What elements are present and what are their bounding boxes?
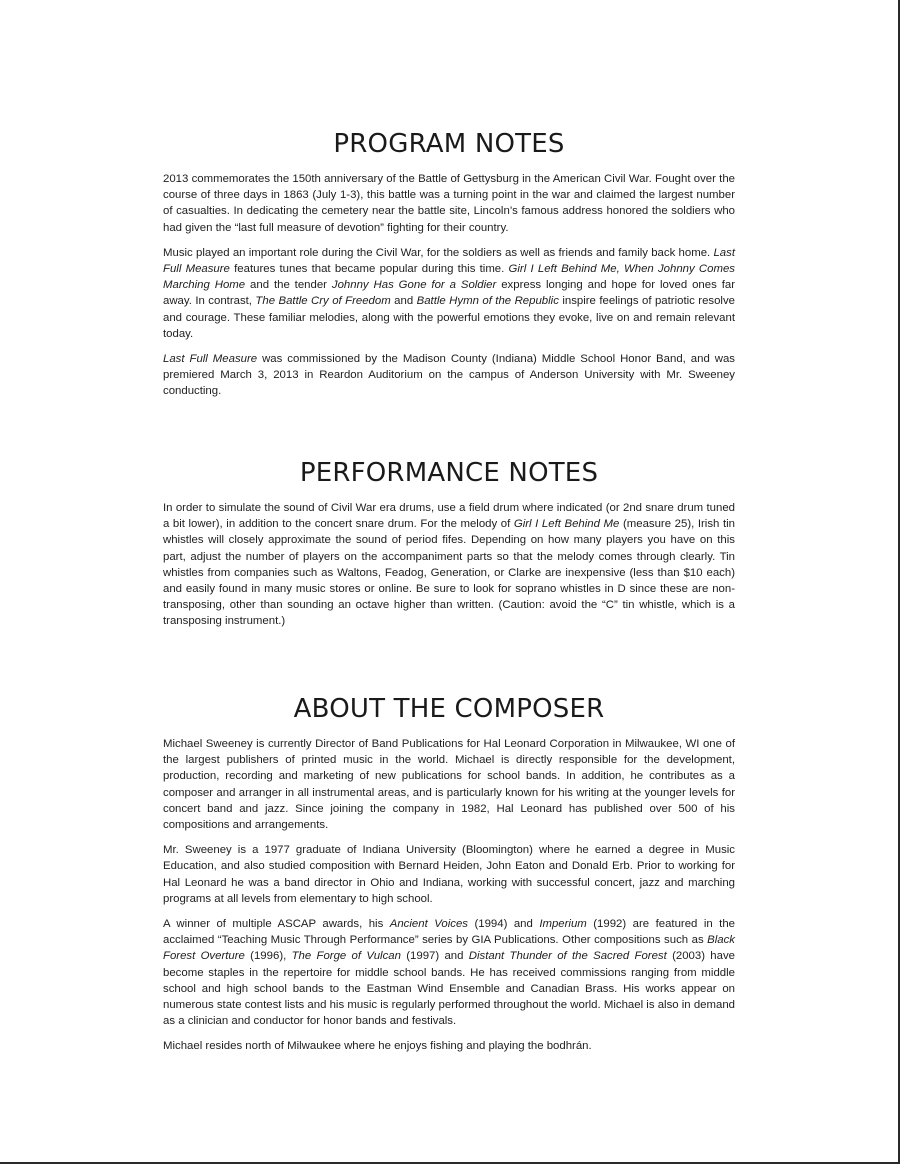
paragraph-text: A winner of multiple ASCAP awards, his: [163, 918, 390, 931]
paragraph-text: (1997) and: [400, 950, 469, 963]
program-notes-paragraph-2: [163, 245, 735, 342]
italic-title-text: Girl I Left Behind Me: [513, 518, 620, 531]
italic-title-text: Black Forest Overture: [163, 934, 735, 963]
italic-title-text: Distant Thunder of the Sacred Forest: [468, 950, 667, 963]
paragraph-text: Mr. Sweeney is a 1977 graduate of Indiana University (Bloomington) where he earned a degree in Music Education, and also studied composition with Bernard Heiden, John Eaton and Donald Erb. Prior to working for Hal Leonard he was a band director in Ohio and Indiana, working with successful concert, jazz and marching programs at all levels from elementary to high school.: [163, 844, 735, 905]
paragraph-text: (1992) are featured in the acclaimed “Teaching Music Through Performance” series by GIA Publications. Other compositions such as: [163, 918, 735, 947]
italic-title-text: Girl I Left Behind Me, When Johnny Comes Marching Home: [163, 263, 735, 292]
italic-title-text: The Forge of Vulcan: [291, 950, 401, 963]
italic-title-text: Last Full Measure: [163, 246, 735, 276]
paragraph-text: express longing and hope for loved ones far away. In contrast,: [163, 279, 735, 308]
about-composer-section: [163, 692, 735, 1064]
paragraph-text: (2003) have become staples in the repertoire for middle school bands. He has received commissions ranging from middle school and high school bands to the Eastman Wind Ensemble and Canadian Brass. His works appear on numerous state contest lists and his music is regularly performed throughout the world. Michael is also in demand as a clinician and conductor for honor bands and festivals.: [163, 950, 735, 1028]
paragraph-text: (measure 25), Irish tin whistles will closely approximate the sound of period fifes. Depending on how many players you have on this part, adjust the number of players on the accompaniment parts so that the melody comes through clearly. Tin whistles from companies such as Waltons, Feadog, Generation, or Clarke are inexpensive (less than $10 each) and easily found in many music stores or online. Be sure to look for soprano whistles in D since these are non-transposing, other than sounding an octave higher than written. (Caution: avoid the “C” tin whistle, which is a transposing instrument.): [163, 518, 735, 628]
italic-title-text: The Battle Cry of Freedom: [255, 295, 391, 308]
about-composer-paragraph-1: [163, 736, 735, 833]
paragraph-text: features tunes that became popular during this time.: [229, 263, 509, 276]
paragraph-text: Music played an important role during the Civil War, for the soldiers as well as friends and family back home.: [163, 246, 714, 259]
italic-title-text: Imperium: [539, 918, 587, 931]
paragraph-text: (1994) and: [467, 918, 540, 931]
program-notes-paragraph-3: [163, 351, 735, 400]
paragraph-text: In order to simulate the sound of Civil War era drums, use a field drum where indicated (or 2nd snare drum tuned a bit lower), in addition to the concert snare drum. For the melody of: [163, 502, 735, 531]
paragraph-text: 2013 commemorates the 150th anniversary of the Battle of Gettysburg in the American Civil War. Fought over the course of three days in 1863 (July 1-3), this battle was a turning point in the war and claimed the largest number of casualties. In dedicating the cemetery near the battle site, Lincoln’s famous address honored the soldiers who had given the “last full measure of devotion” fighting for their country.: [163, 173, 735, 234]
program-notes-paragraph-1: [163, 171, 735, 236]
program-notes-section: [163, 127, 735, 409]
paragraph-text: and the tender: [245, 279, 332, 292]
performance-notes-section: [163, 456, 735, 639]
paragraph-text: was commissioned by the Madison County (Indiana) Middle School Honor Band, and was premiered March 3, 2013 in Reardon Auditorium on the campus of Anderson University with Mr. Sweeney conducting.: [163, 353, 735, 398]
italic-title-text: Ancient Voices: [389, 918, 468, 931]
italic-title-text: Battle Hymn of the Republic: [416, 295, 559, 308]
paragraph-text: and: [390, 295, 417, 308]
about-composer-heading: ABOUT THE COMPOSER: [293, 694, 605, 724]
performance-notes-heading: PERFORMANCE NOTES: [299, 458, 599, 488]
about-composer-paragraph-4: [163, 1038, 735, 1054]
italic-title-text: Johnny Has Gone for a Soldier: [331, 279, 497, 292]
italic-title-text: Last Full Measure: [163, 353, 258, 366]
paragraph-text: Michael resides north of Milwaukee where he enjoys fishing and playing the bodhrán.: [163, 1040, 592, 1053]
about-composer-paragraph-2: [163, 842, 735, 907]
paragraph-text: Michael Sweeney is currently Director of Band Publications for Hal Leonard Corporation in Milwaukee, WI one of the largest publishers of printed music in the world. Michael is directly responsible for the development, production, recording and marketing of new publications for school bands. In addition, he contributes as a composer and arranger in all instrumental areas, and is particularly known for his writing at the younger levels for concert band and jazz. Since joining the company in 1982, Hal Leonard has published over 500 of his compositions and arrangements.: [163, 738, 735, 832]
program-notes-heading: PROGRAM NOTES: [333, 129, 565, 159]
paragraph-text: inspire feelings of patriotic resolve and courage. These familiar melodies, along with the powerful emotions they evoke, live on and remain relevant today.: [163, 295, 735, 340]
about-composer-paragraph-3: [163, 916, 735, 1029]
paragraph-text: (1996),: [244, 950, 292, 963]
performance-notes-paragraph-1: [163, 500, 735, 630]
